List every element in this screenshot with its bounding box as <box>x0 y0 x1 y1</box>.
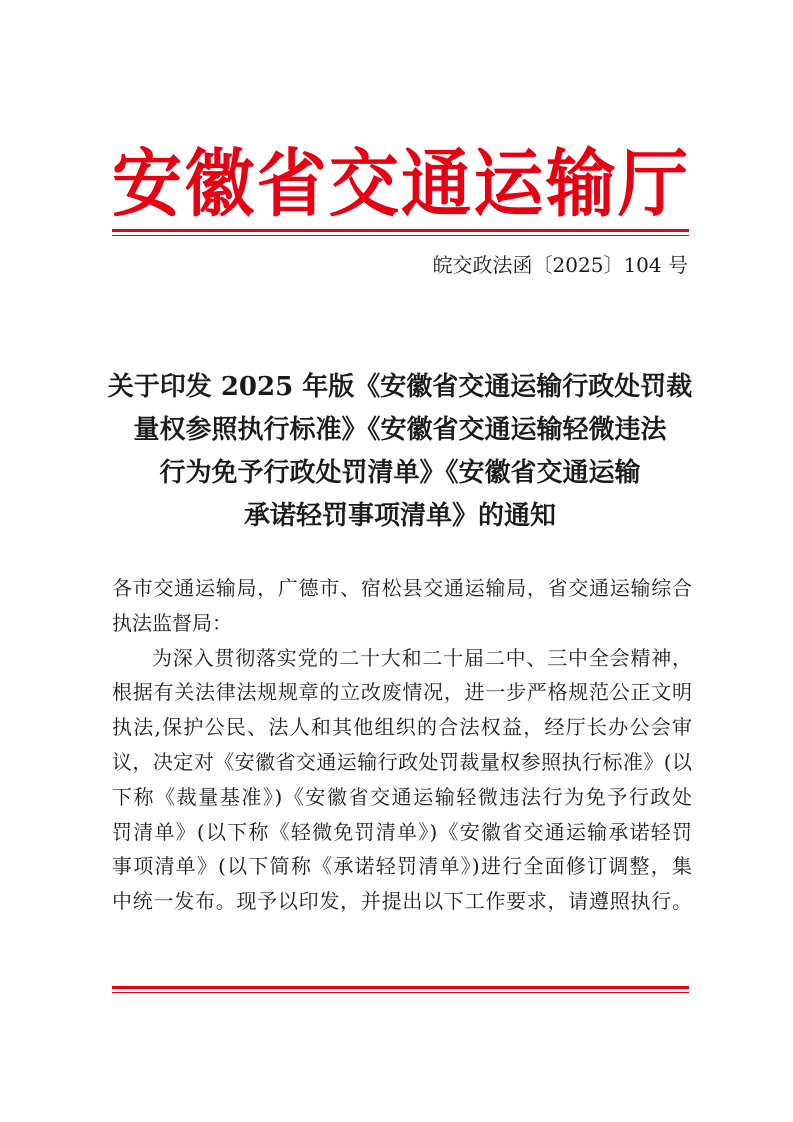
body-line: 为深入贯彻落实党的二十大和二十届二中、三中全会精神， <box>152 645 692 670</box>
masthead-char: 运 <box>473 140 544 228</box>
masthead-char: 厅 <box>617 140 688 228</box>
body-line: 执法,保护公民、法人和其他组织的合法权益，经厅长办公会审 <box>112 715 692 740</box>
addressee-line: 执法监督局： <box>112 610 232 635</box>
masthead-char: 输 <box>545 140 616 228</box>
title-line: 行为免予行政处罚清单》《安徽省交通运输 <box>159 458 641 488</box>
body-line: 下称《裁量基准》)《安徽省交通运输轻微违法行为免予行政处 <box>112 784 692 809</box>
document-body <box>112 571 692 919</box>
body-line: 议，决定对《安徽省交通运输行政处罚裁量权参照执行标准》(以 <box>112 749 692 774</box>
masthead-char: 通 <box>401 140 472 228</box>
body-line: 根据有关法律法规规章的立改废情况，进一步严格规范公正文明 <box>112 680 692 705</box>
body-line: 罚清单》(以下称《轻微免罚清单》)《安徽省交通运输承诺轻罚 <box>112 819 692 844</box>
body-line: 事项清单》(以下简称《承诺轻罚清单》)进行全面修订调整，集 <box>112 854 692 879</box>
addressee-line: 各市交通运输局，广德市、宿松县交通运输局，省交通运输综合 <box>112 576 692 600</box>
title-line: 承诺轻罚事项清单》的通知 <box>243 501 556 531</box>
masthead-char: 徽 <box>184 140 255 228</box>
footer-rule-thin <box>112 992 689 993</box>
masthead-char: 交 <box>328 140 399 228</box>
masthead <box>112 138 688 230</box>
masthead-char: 安 <box>112 140 182 228</box>
title-line: 关于印发 2025 年版《安徽省交通运输行政处罚裁 <box>107 372 693 402</box>
title-line: 量权参照执行标准》《安徽省交通运输轻微违法 <box>133 415 667 445</box>
document-number: 皖交政法函〔2025〕104 号 <box>432 253 688 277</box>
masthead-char: 省 <box>256 140 327 228</box>
masthead-rule-thick <box>112 229 689 232</box>
document-title <box>100 366 700 538</box>
body-line: 中统一发布。现予以印发，并提出以下工作要求，请遵照执行。 <box>112 889 692 914</box>
footer-rule-thick <box>112 986 689 989</box>
masthead-rule-thin <box>112 235 689 236</box>
